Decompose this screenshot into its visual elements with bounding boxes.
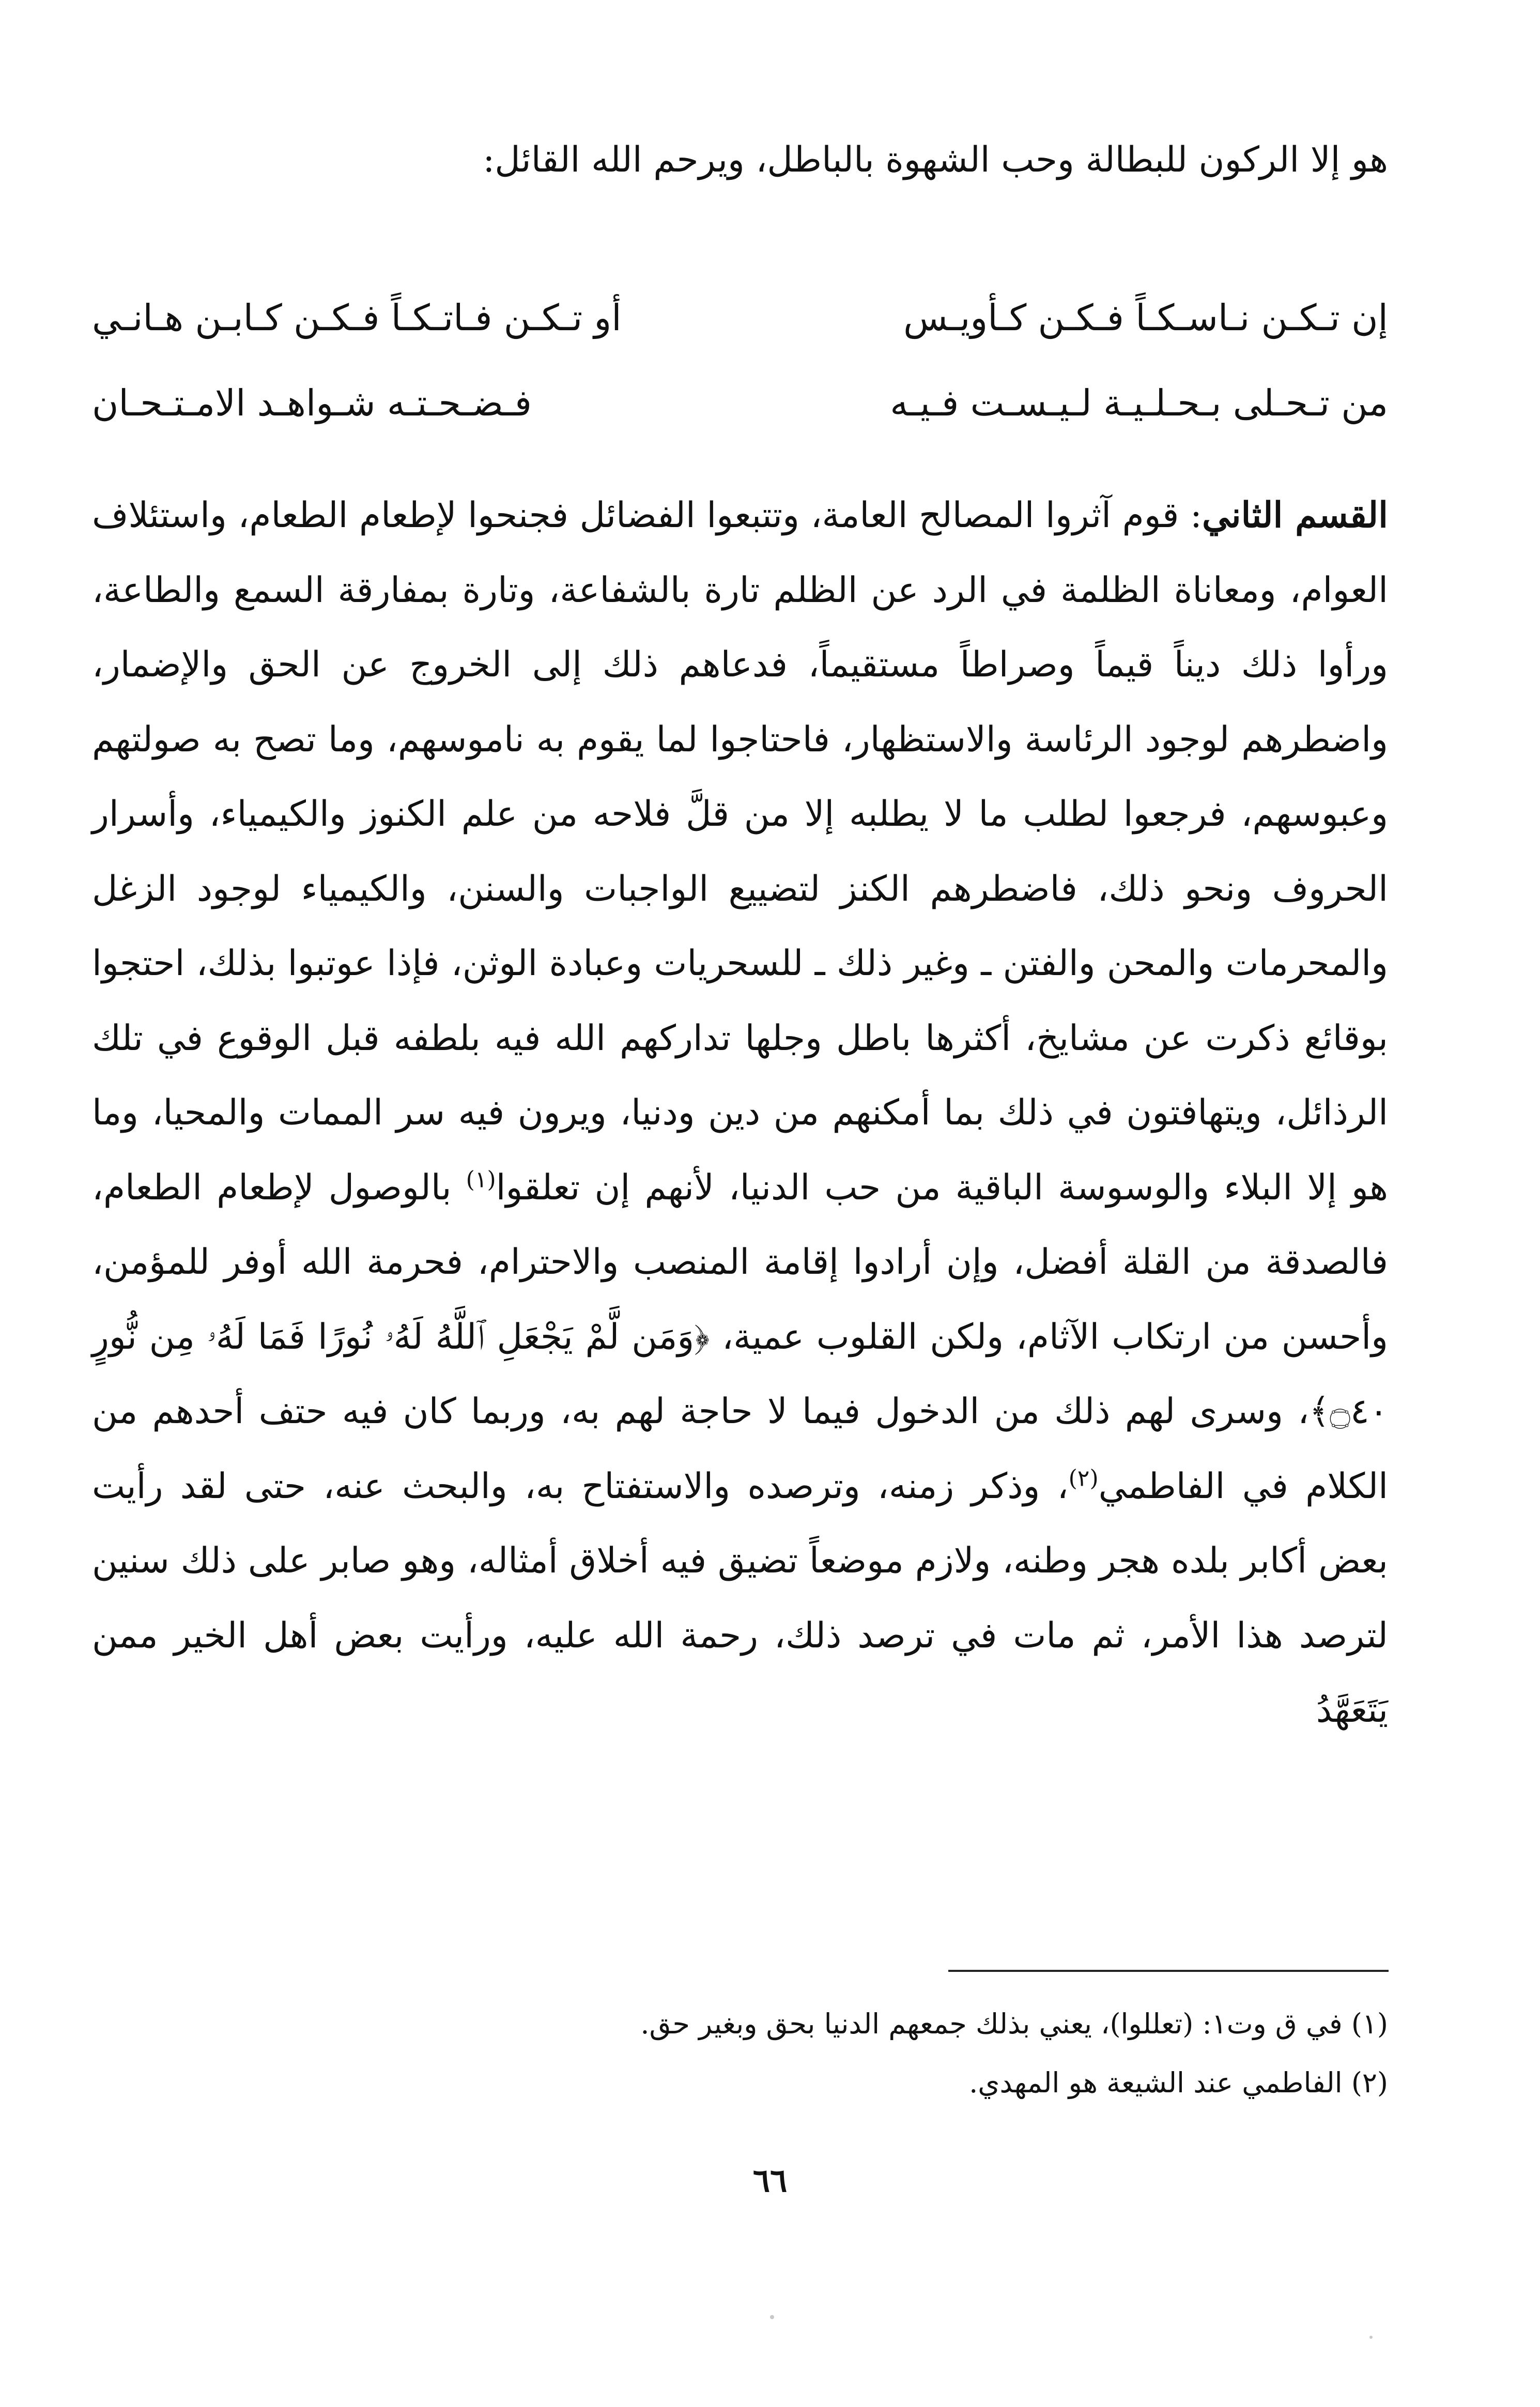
poem-verse-1-second-hemistich: أو تـكـن فـاتـكـاً فـكـن كـابـن هـانـي [92, 297, 622, 339]
scan-speck [1369, 2336, 1373, 2339]
footnote-ref-1[interactable]: (١) [466, 1166, 496, 1193]
poem-verse-2-second-hemistich: فـضـحـتـه شـواهـد الامـتـحـان [92, 382, 532, 424]
body-text-part-4: ، وذكر زمنه، وترصده والاستفتاح به، والبحث عنه، حتى لقد رأيت بعض أكابر بلده هجر وطنه، ولازم موضعاً تضيق فيه أخلاق أمثاله، وهو صابر على ذلك سنين لترصد هذا الأمر، ثم مات في ترصد ذلك، رحمة الله عليه، ورأيت بعض أهل الخير ممن يَتَعَهَّدُ [92, 1465, 1388, 1731]
body-text-part-2: بالوصول لإطعام الطعام، فالصدقة من القلة أفضل، وإن أرادوا إقامة المنصب والاحترام، فحرمة الله أوفر للمؤمن، وأحسن من ارتكاب الآثام، ولكن القلوب عمية، [92, 1167, 1388, 1357]
scan-speck [770, 2315, 774, 2319]
poem-verse-1 [92, 279, 1388, 364]
footnotes [92, 1995, 1388, 2112]
body-text-part-3: ، وسرى لهم ذلك من الدخول فيما لا حاجة لهم به، وربما كان فيه حتف أحدهم من الكلام في الفاطمي [92, 1391, 1389, 1507]
footnote-1: (١) في ق وت١: (تعللوا)، يعني بذلك جمعهم الدنيا بحق وبغير حق. [640, 2008, 1388, 2040]
body-text-part-1: : قوم آثروا المصالح العامة، وتتبعوا الفضائل فجنحوا لإطعام الطعام، واستئلاف العوام، ومعاناة الظلمة في الرد عن الظلم تارة بالشفاعة، وتارة بمفارقة السمع والطاعة، ورأوا ذلك ديناً قيماً وصراطاً مستقيماً، فدعاهم ذلك إلى الخروج عن الحق والإضمار، واضطرهم لوجود الرئاسة والاستظهار، فاحتاجوا لما يقوم به ناموسهم، وما تصح به صولتهم وعبوسهم، فرجعوا لطلب ما لا يطلبه إلا من قلَّ فلاحه من علم الكنوز والكيمياء، وأسرار الحروف ونحو ذلك، فاضطرهم الكنز لتضييع الواجبات والسنن، والكيمياء لوجود الزغل والمحرمات والمحن والفتن ـ وغير ذلك ـ للسحريات وعبادة الوثن، فإذا عوتبوا بذلك، احتجوا بوقائع ذكرت عن مشايخ، أكثرها باطل وجلها تداركهم الله فيه بلطفه قبل الوقوع في تلك الرذائل، ويتهافتون في ذلك بما أمكنهم من دين ودنيا، ويرون فيه سر الممات والمحيا، وما هو إلا البلاء والوسوسة الباقية من حب الدنيا، لأنهم إن تعلقوا [91, 495, 1389, 1208]
poem [92, 279, 1388, 450]
page-number: ٦٦ [752, 2162, 788, 2199]
poem-verse-2 [92, 364, 1388, 450]
poem-verse-2-first-hemistich: من تـحـلى بـحـلـيـة لـيـسـت فـيـه [890, 382, 1388, 424]
footnote-2: (٢) الفاطمي عند الشيعة هو المهدي. [969, 2066, 1388, 2099]
footnote-ref-2[interactable]: (٢) [1068, 1464, 1099, 1491]
footnote-separator [948, 1970, 1389, 1972]
intro-line: هو إلا الركون للبطالة وحب الشهوة بالباطل، ويرحم الله القائل: [483, 140, 1388, 180]
body-paragraph [92, 478, 1388, 1748]
body-paragraph-text [92, 478, 1388, 1748]
poem-verse-1-first-hemistich: إن تـكـن نـاسـكـاً فـكـن كـأويـس [903, 297, 1388, 339]
section-label: القسم الثاني [1202, 495, 1388, 536]
quran-verse: ﴿وَمَن لَّمْ يَجْعَلِ ٱللَّهُ لَهُۥ نُورًا فَمَا لَهُۥ مِن نُّورٍ ۝٤٠﴾ [92, 1316, 1388, 1432]
